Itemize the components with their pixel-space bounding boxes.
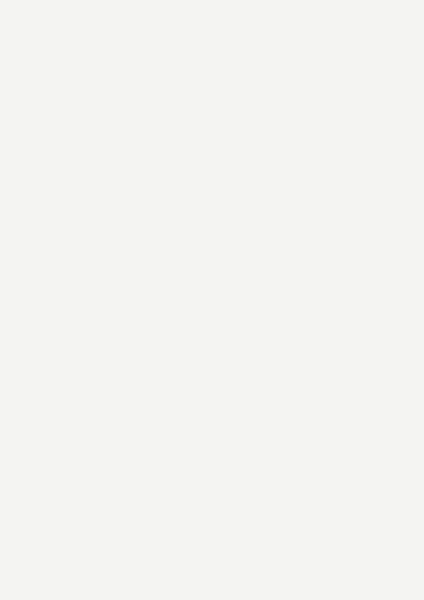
radiation-criteria-section: [30, 178, 396, 181]
